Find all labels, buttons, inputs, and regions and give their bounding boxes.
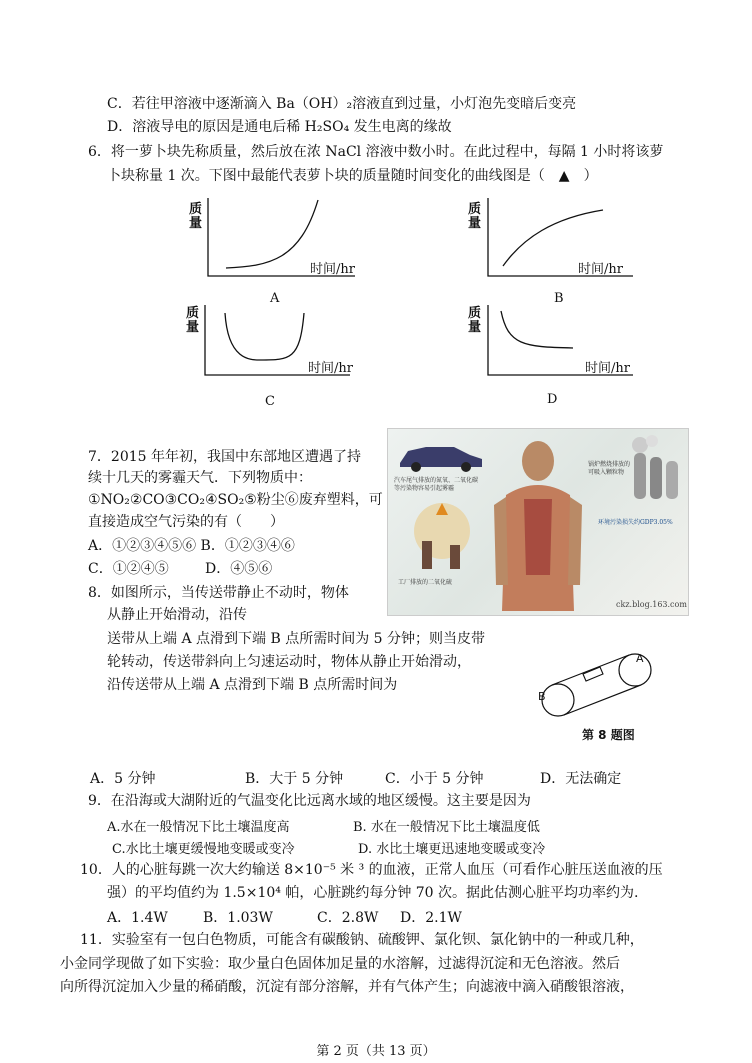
q6-stem-line2: 卜块称量 1 次。下图中最能代表萝卜块的质量随时间变化的曲线图是（ ▲ ） [107,168,598,184]
q9-stem: 9．在沿海或大湖附近的气温变化比远离水域的地区缓慢。这主要是因为 [88,793,531,809]
q8-stem-line3: 送带从上端 A 点滑到下端 B 点所需时间为 5 分钟；则当皮带 [107,631,486,647]
q8-stem-line2: 从静止开始滑动，沿传 [107,607,247,623]
q8-option-d: D．无法确定 [540,771,622,787]
graph-d-id: D [547,392,558,407]
q11-stem-line3: 向所得沉淀加入少量的稀硝酸，沉淀有部分溶解，并有气体产生；向滤液中滴入硝酸银溶液， [60,979,634,995]
q7-option-c: C．①②④⑤ [88,561,169,577]
q8-option-c: C．小于 5 分钟 [385,771,484,787]
q7-stem-line2: 续十几天的雾霾天气．下列物质中： [88,470,312,486]
conveyor-point-a: A [636,652,644,665]
graph-d [463,305,643,390]
graph-c-ylabel: 质量 [186,306,200,335]
q8-stem-line5: 沿传送带从上端 A 点滑到下端 B 点所需时间为 [107,677,398,693]
q7-options-ab: A．①②③④⑤⑥ B．①②③④⑥ [88,538,295,554]
smog-illustration [387,428,689,616]
q9-option-c: C.水比土壤更缓慢地变暖或变冷 [112,842,295,857]
q9-option-d: D. 水比土壤更迅速地变暖或变冷 [358,842,546,857]
car-image [396,439,486,473]
graph-b-id: B [554,291,564,306]
q8-option-b: B．大于 5 分钟 [245,771,344,787]
q8-stem-line4: 轮转动，传送带斜向上匀速运动时，物体从静止开始滑动， [107,654,471,670]
photo-caption-car: 汽车尾气排放的氮氧、二氧化碳等污染物容易引起雾霾 [394,477,479,492]
graph-b-xlabel: 时间/hr [578,262,623,277]
graph-a-curve [226,200,318,268]
graph-d-ylabel: 质量 [468,306,482,335]
q7-stem-line3: ①NO₂②CO③CO₂④SO₂⑤粉尘⑥废弃塑料，可 [88,492,383,508]
q11-stem-line2: 小金同学现做了如下实验：取少量白色固体加足量的水溶解，过滤得沉淀和无色溶液。然后 [60,956,620,972]
q6-stem-line1: 6．将一萝卜块先称质量，然后放在浓 NaCl 溶液中数小时。在此过程中，每隔 1 小时将该萝 [88,144,664,160]
q9-option-b: B. 水在一般情况下比土壤温度低 [353,820,540,835]
graph-b-ylabel: 质量 [468,202,482,231]
graph-c [180,305,360,390]
q10-option-d: D．2.1W [400,910,462,926]
q5-option-d: D．溶液导电的原因是通电后稀 H₂SO₄ 发生电离的缘故 [107,119,452,135]
graph-c-xlabel: 时间/hr [308,361,353,376]
q8-figure-caption: 第 8 题图 [582,728,635,742]
q11-stem-line1: 11．实验室有一包白色物质，可能含有碳酸钠、硫酸钾、氯化钡、氯化钠中的一种或几种， [80,932,644,948]
q5-option-c: C．若往甲溶液中逐渐滴入 Ba（OH）₂溶液直到过量，小灯泡先变暗后变亮 [107,96,577,112]
q7-stem-line4: 直接造成空气污染的有（ ） [88,514,284,530]
q10-option-a: A．1.4W [107,910,168,926]
human-body-image [488,435,588,611]
q7-option-d: D．④⑤⑥ [205,561,273,577]
q7-stem-line1: 7．2015 年年初，我国中东部地区遭遇了持 [88,449,361,465]
graph-d-xlabel: 时间/hr [585,361,630,376]
graph-a-xlabel: 时间/hr [310,262,355,277]
photo-caption-boiler: 锅炉燃烧排放的可吸入颗粒物 [588,461,631,476]
factory-towers-image [628,433,686,503]
q10-option-b: B．1.03W [203,910,273,926]
graph-c-curve [225,313,304,360]
q9-option-a: A.水在一般情况下比土壤温度高 [107,820,290,835]
photo-caption-factory: 工厂排放的二氧化硫 [398,579,453,586]
graph-a-id: A [270,291,280,306]
q10-stem-line1: 10．人的心脏每跳一次大约输送 8×10⁻⁵ 米 ³ 的血液，正常人血压（可看作心脏压送血液的压 [80,862,663,878]
graph-a-ylabel: 质量 [189,202,203,231]
page-footer: 第 2 页（共 13 页） [316,1044,436,1059]
conveyor-point-b: B [538,690,546,703]
q10-option-c: C．2.8W [317,910,379,926]
photo-watermark: ckz.blog.163.com [616,600,687,609]
factory-smoke-image [402,501,482,571]
photo-caption-gdp: 环境污染损失约GDP3.05% [598,519,673,526]
q8-stem-line1: 8．如图所示，当传送带静止不动时，物体 [88,585,349,601]
graph-d-curve [501,311,573,348]
graph-c-id: C [265,394,275,409]
q8-option-a: A．5 分钟 [90,771,156,787]
q10-stem-line2: 强）的平均值约为 1.5×10⁴ 帕，心脏跳约每分钟 70 次。据此估测心脏平均功率约为. [107,885,639,901]
